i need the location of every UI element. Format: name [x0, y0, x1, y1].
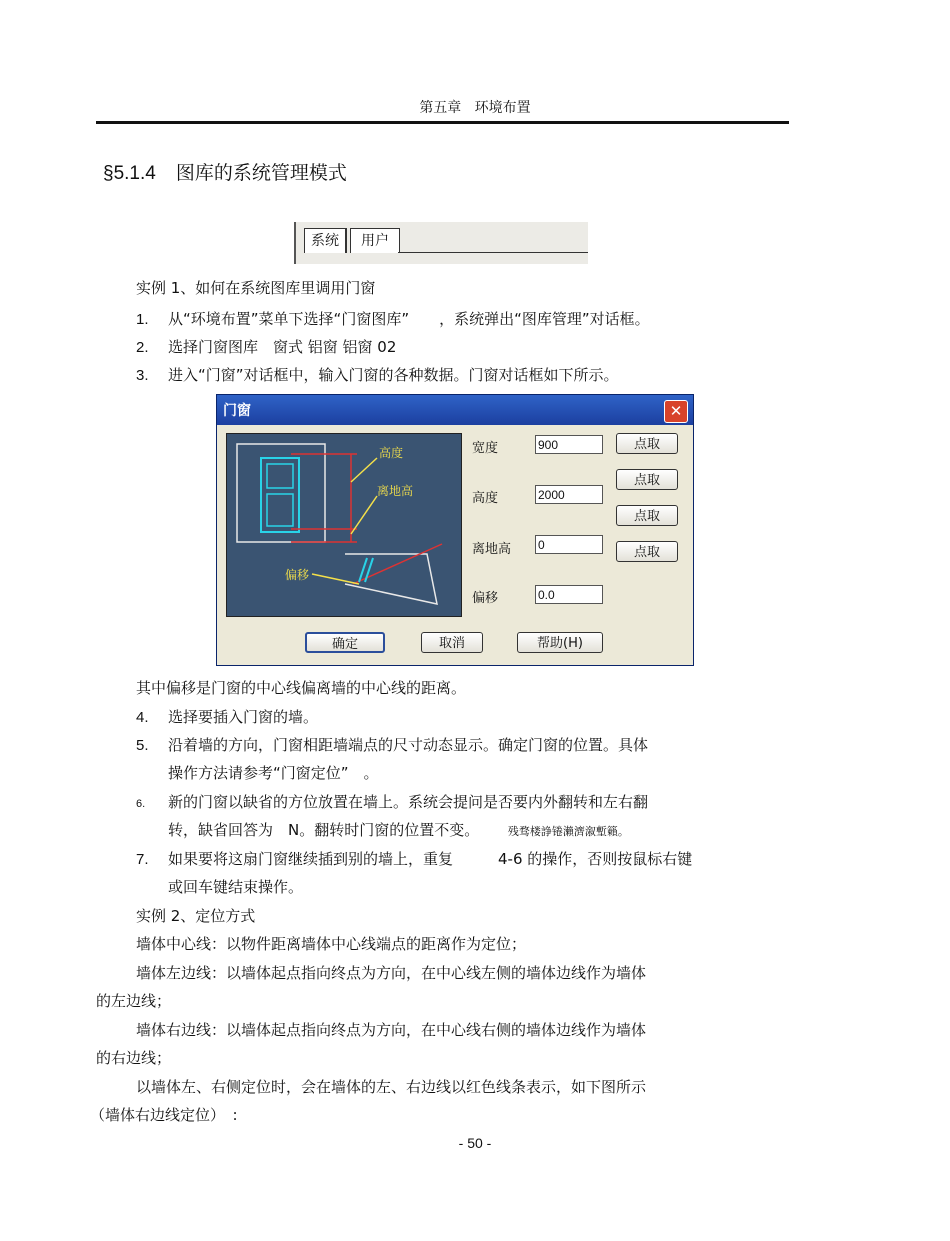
step-text: 选择门窗图库 窗式 铝窗 铝窗 02	[168, 338, 397, 356]
height-leader	[351, 458, 377, 482]
step-7-continued: 或回车键结束操作。	[168, 878, 304, 896]
help-button[interactable]: 帮助(H)	[517, 632, 603, 653]
sill-label: 离地高	[472, 542, 512, 557]
step-number: 1.	[136, 311, 149, 328]
section-title: 图库的系统管理模式	[175, 162, 347, 184]
tab-user[interactable]: 用户	[350, 228, 400, 253]
pick-sill-button[interactable]: 点取	[616, 541, 678, 562]
example1-title: 实例 1、如何在系统图库里调用门窗	[136, 279, 376, 297]
step-number: 3.	[136, 367, 149, 384]
offset-label: 偏移	[472, 591, 499, 606]
door-window-preview	[226, 433, 462, 617]
pick-sill-top-button[interactable]: 点取	[616, 505, 678, 526]
wall-centerline-def: 墙体中心线：以物件距离墙体中心线端点的距离作为定位；	[136, 935, 527, 953]
wall-plan	[345, 554, 437, 604]
offset-leader	[312, 574, 359, 584]
tab-system[interactable]: 系统	[304, 228, 347, 253]
window-upper-pane	[267, 464, 293, 488]
step-5-continued: 操作方法请参考“门窗定位” 。	[168, 764, 379, 782]
step-6	[136, 792, 648, 814]
step-text: 转，缺省回答为 N。翻转时门窗的位置不变。	[168, 821, 480, 839]
garbled-text: 残骛楼諍锩瀨濟溆塹籟。	[507, 825, 629, 838]
step-number: 4.	[136, 709, 149, 726]
step-text: 新的门窗以缺省的方位放置在墙上。系统会提问是否要内外翻转和左右翻	[168, 793, 649, 811]
window-lower-pane	[267, 494, 293, 526]
wall-right-def-continued: 的右边线；	[96, 1049, 172, 1067]
dialog-titlebar	[217, 395, 693, 425]
example2-title: 实例 2、定位方式	[136, 907, 256, 925]
chapter-number: 第五章	[419, 100, 462, 116]
width-label: 宽度	[472, 441, 499, 456]
step-1	[136, 309, 650, 330]
step-text: 沿着墙的方向，门窗相距墙端点的尺寸动态显示。确定门窗的位置。具体	[168, 736, 649, 754]
preview-label-height: 高度	[379, 446, 404, 460]
preview-drawing	[227, 434, 461, 616]
sill-height-input[interactable]: 0	[535, 535, 603, 554]
library-tab-strip	[294, 222, 588, 264]
dialog-title: 门窗	[223, 403, 251, 419]
preview-label-sill: 离地高	[377, 484, 414, 498]
step-6-continued	[168, 820, 629, 842]
step-3	[136, 365, 619, 386]
tab-baseline	[398, 252, 588, 253]
door-window-dialog	[216, 394, 694, 666]
offset-note: 其中偏移是门窗的中心线偏离墙的中心线的距离。	[136, 679, 467, 697]
step-text: 从“环境布置”菜单下选择“门窗图库” ，系统弹出“图库管理”对话框。	[168, 310, 650, 328]
offset-input[interactable]: 0.0	[535, 585, 603, 604]
section-heading	[103, 158, 347, 185]
cancel-button[interactable]: 取消	[421, 632, 483, 653]
step-5	[136, 735, 648, 756]
wall-right-def: 墙体右边线：以墙体起点指向终点为方向，在中心线右侧的墙体边线作为墙体	[136, 1021, 647, 1039]
height-label: 高度	[472, 491, 499, 506]
wall-left-def: 墙体左边线：以墙体起点指向终点为方向，在中心线左侧的墙体边线作为墙体	[136, 964, 647, 982]
header-rule	[96, 121, 789, 124]
height-input[interactable]: 2000	[535, 485, 603, 504]
section-number: §5.1.4	[103, 163, 156, 184]
width-input[interactable]: 900	[535, 435, 603, 454]
chapter-title: 环境布置	[474, 100, 531, 116]
ok-button[interactable]: 确定	[305, 632, 385, 653]
step-4	[136, 707, 318, 728]
page-header	[0, 97, 950, 117]
step-number: 7.	[136, 851, 149, 868]
step-text: 选择要插入门窗的墙。	[168, 708, 319, 726]
sill-leader	[351, 496, 377, 534]
step-2	[136, 337, 396, 358]
step-number: 6.	[136, 798, 146, 810]
left-right-note: 以墙体左、右侧定位时，会在墙体的左、右边线以红色线条表示，如下图所示	[136, 1078, 647, 1096]
preview-label-offset: 偏移	[285, 568, 310, 582]
pick-height-button[interactable]: 点取	[616, 469, 678, 490]
wall-left-def-continued: 的左边线；	[96, 992, 172, 1010]
left-right-note-continued: （墙体右边线定位） :	[90, 1106, 238, 1124]
step-number: 2.	[136, 339, 149, 356]
page-number: - 50 -	[458, 1135, 492, 1151]
step-number: 5.	[136, 737, 149, 754]
step-text: 如果要将这扇门窗继续插到别的墙上，重复 4-6 的操作，否则按鼠标右键	[168, 850, 693, 868]
pick-width-button[interactable]: 点取	[616, 433, 678, 454]
close-icon[interactable]: ✕	[664, 400, 688, 423]
step-7	[136, 849, 692, 870]
step-text: 进入“门窗”对话框中，输入门窗的各种数据。门窗对话框如下所示。	[168, 366, 619, 384]
